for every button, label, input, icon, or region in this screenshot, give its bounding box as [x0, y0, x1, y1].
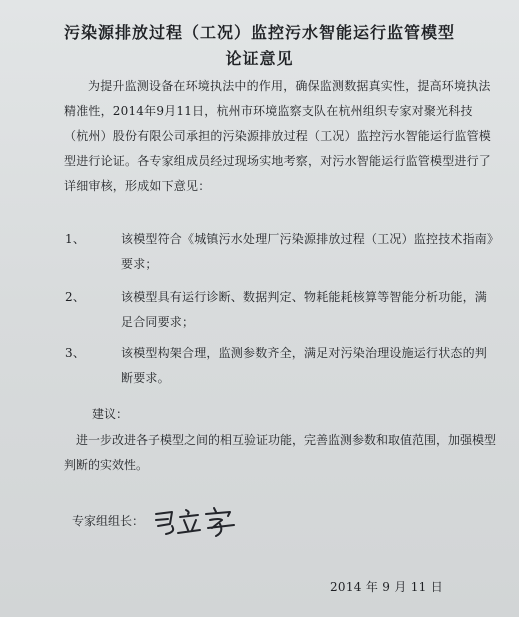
- opinion-item-text: 该模型构架合理，监测参数齐全，满足对污染治理设施运行状态的判断要求。: [121, 346, 488, 385]
- opinion-item: [65, 285, 496, 335]
- opinion-item: [65, 341, 496, 391]
- signer-label: 专家组组长：: [72, 514, 145, 528]
- opinion-item-text: 该模型具有运行诊断、数据判定、物耗能耗核算等智能分析功能，满足合同要求；: [121, 290, 488, 329]
- suggestion-paragraph: 进一步改进各子模型之间的相互验证功能，完善监测参数和取值范围，加强模型判断的实效性。: [64, 433, 497, 472]
- handwritten-signature: [150, 502, 240, 540]
- opinion-item-number: 1、: [65, 232, 86, 246]
- suggestion-heading: 建议：: [92, 407, 129, 421]
- document-title: 污染源排放过程（工况）监控污水智能运行监管模型: [63, 23, 455, 42]
- document-date: 2014 年 9 月 11 日: [330, 580, 444, 594]
- opinion-item-number: 2、: [65, 290, 86, 304]
- intro-paragraph: 为提升监测设备在环境执法中的作用，确保监测数据真实性，提高环境执法精准性，2014年9月11日，杭州市环境监察支队在杭州组织专家对聚光科技（杭州）股份有限公司承担的污染源排放过程（工况）监控污水智能运行监管模型进行论证。各专家组成员经过现场实地考察，对污水智能运行监管模型进行了详细审核，形成如下意见：: [64, 79, 492, 193]
- document-subtitle: 论证意见: [225, 49, 294, 68]
- opinion-item-text: 该模型符合《城镇污水处理厂污染源排放过程（工况）监控技术指南》要求；: [121, 232, 494, 271]
- opinion-item-number: 3、: [65, 346, 86, 360]
- opinion-item: [65, 227, 496, 277]
